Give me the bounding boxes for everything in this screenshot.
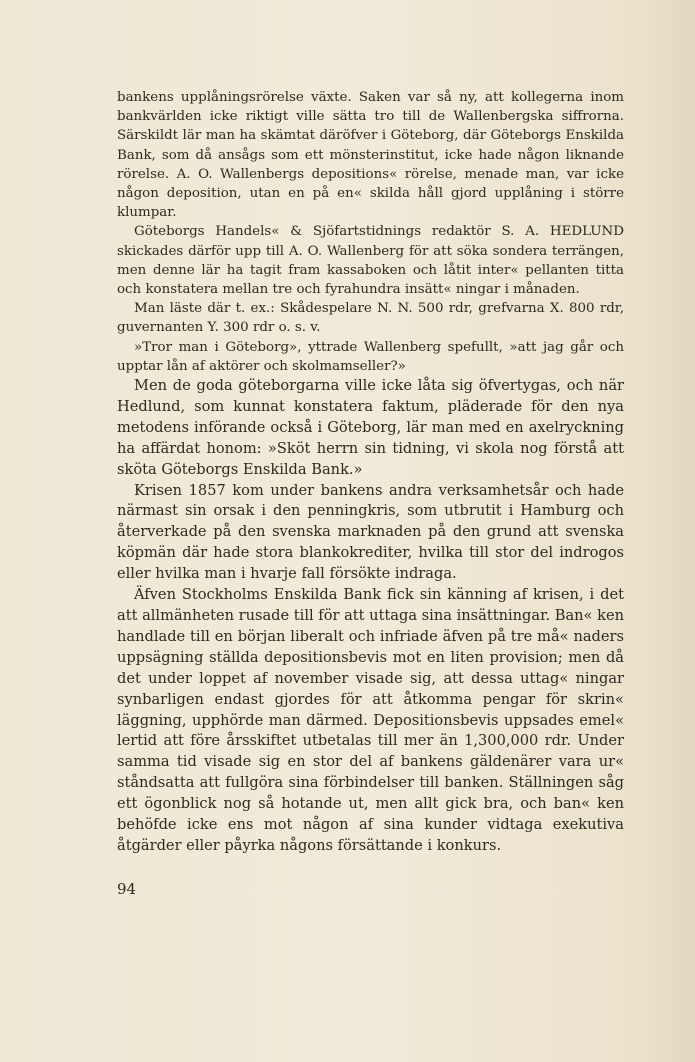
body-text	[117, 88, 624, 857]
paragraph-4: »Tror man i Göteborg», yttrade Wallenberg spefullt, »att jag går och upptar lån af aktörer och skolmamseller?»	[117, 339, 624, 374]
paragraph-7: Äfven Stockholms Enskilda Bank fick sin känning af krisen, i det att allmänheten rusade till för att uttaga sina insättningar. Ban« ken handlade till en början liberalt och infriade äfven på tre må« naders uppsägning ställda depositionsbevis mot en liten provision; men då det under loppet af november visade sig, att dessa uttag« ningar synbarligen endast gjordes för att åtkomma pengar för skrin« läggning, upphörde man därmed. Depositionsbevis uppsades emel« lertid att före årsskiftet utbetalas till mer än 1,300,000 rdr. Under samma tid visade sig en stor del af bankens gäldenärer vara ur« ståndsatta att fullgöra sina förbindelser till banken. Ställningen såg ett ögonblick nog så hotande ut, men allt gick bra, och ban« ken behöfde icke ens mot någon af sina kunder vidtaga exekutiva åtgärder eller påyrka någons försättande i konkurs.	[117, 586, 624, 854]
text-section-lower	[117, 376, 624, 857]
page-number: 94	[117, 880, 137, 898]
paragraph-2: Göteborgs Handels« & Sjöfartstidnings redaktör S. A. HEDLUND skickades därför upp till A. O. Wallenberg för att söka sondera terrängen, men denne lär ha tagit fram kassaboken och låtit inter« pellanten titta och konstatera mellan tre och fyrahundra insätt« ningar i månaden.	[117, 224, 624, 298]
paragraph-3: Man läste där t. ex.: Skådespelare N. N. 500 rdr, grefvarna X. 800 rdr, guvernanten Y. 300 rdr o. s. v.	[117, 301, 624, 336]
paragraph-1: bankens upplåningsrörelse växte. Saken var så ny, att kollegerna inom bankvärlden icke riktigt ville sätta tro till de Wallenbergska siffrorna. Särskildt lär man ha skämtat däröfver i Göteborg, där Göteborgs Enskilda Bank, som då ansågs som ett mönsterinstitut, icke hade någon liknande rörelse. A. O. Wallenbergs depositions« rörelse, menade man, var icke någon deposition, utan en på en« skilda håll gjord upplåning i större klumpar.	[117, 90, 624, 221]
paragraph-5: Men de goda göteborgarna ville icke låta sig öfvertygas, och när Hedlund, som kunnat konstatera faktum, pläderade för den nya metodens införande också i Göteborg, lär man med en axelryckning ha affärdat honom: »Sköt herrn sin tidning, vi skola nog förstå att sköta Göteborgs Enskilda Bank.»	[117, 377, 624, 478]
text-section-upper	[117, 88, 624, 376]
paragraph-6: Krisen 1857 kom under bankens andra verksamhetsår och hade närmast sin orsak i den penningkris, som utbrutit i Hamburg och återverkade på den svenska marknaden på den grund att svenska köpmän där hade stora blankokrediter, hvilka till stor del indrogos eller hvilka man i hvarje fall försökte indraga.	[117, 481, 624, 583]
